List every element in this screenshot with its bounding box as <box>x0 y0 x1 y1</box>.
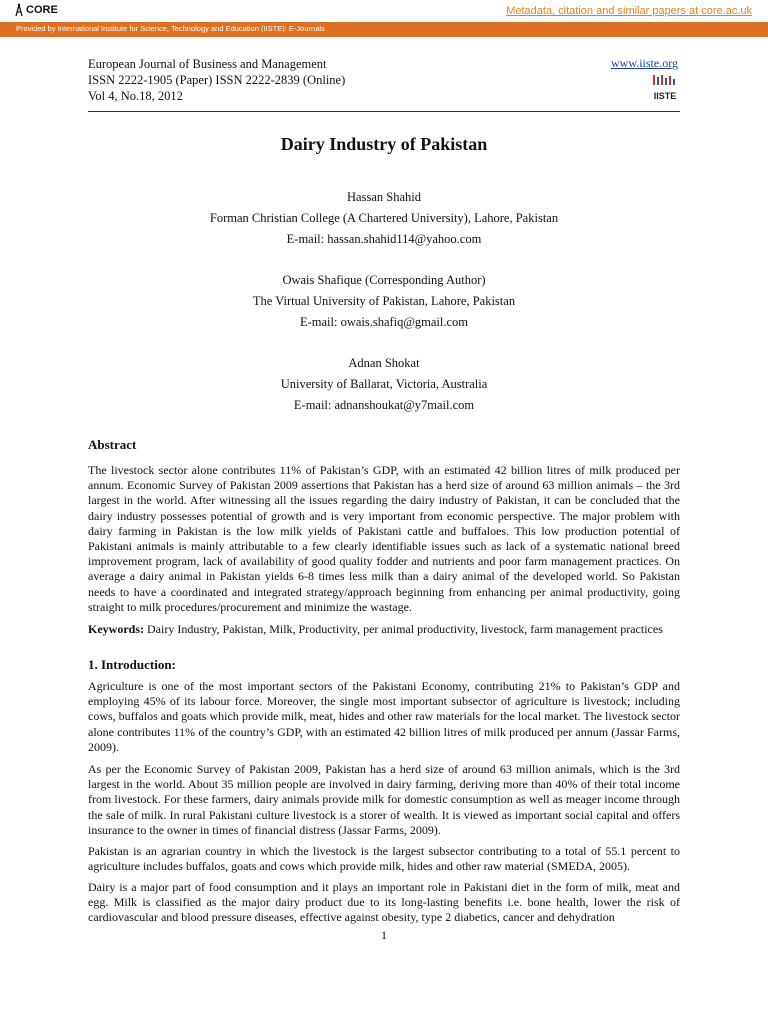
journal-name: European Journal of Business and Management <box>88 57 327 71</box>
author-affiliation: University of Ballarat, Victoria, Australia <box>280 377 488 391</box>
keywords-label: Keywords: <box>88 622 144 636</box>
iiste-logo <box>652 74 678 102</box>
provider-text: Provided by International Institute for Science, Technology and Education (IISTE): E-Journals <box>16 24 325 33</box>
body-paragraph: As per the Economic Survey of Pakistan 2009, Pakistan has a herd size of around 63 million animals, which is the 3rd largest in the world. About 35 million people are involved in dairy farming, deriving more than 40% of their total income from livestock. For these farmers, dairy animals provide milk for domestic consumption as well as meager income through the sale of milk. In rural Pakistani culture livestock is a storer of wealth. It is viewed as important social capital and offers insurance to the owner in times of financial distress (Jassar Farms, 2009). <box>88 762 680 837</box>
body-paragraph: Agriculture is one of the most important sectors of the Pakistani Economy, contributing 21% to Pakistan’s GDP and employing 45% of its labour force. Moreover, the single most important subsector of agriculture is livestock; including cows, buffalos and goats which provide milk, meat, hides and other raw materials for the local market. The livestock sector alone contributes 11% of the country’s GDP, with an estimated 42 billion litres of milk produced per annum (Jassar Farms, 2009). <box>88 679 680 754</box>
author-affiliation: The Virtual University of Pakistan, Lahore, Pakistan <box>252 294 516 308</box>
author-name: Adnan Shokat <box>348 356 420 370</box>
core-metadata-link[interactable]: Metadata, citation and similar papers at core.ac.uk <box>506 5 752 17</box>
author-name: Hassan Shahid <box>347 190 421 204</box>
keywords-list: Dairy Industry, Pakistan, Milk, Productivity, per animal productivity, livestock, farm management practices <box>144 622 663 636</box>
section-heading: 1. Introduction: <box>88 657 176 672</box>
author-name: Owais Shafique (Corresponding Author) <box>282 273 486 287</box>
provider-strip <box>0 22 768 37</box>
abstract-heading: Abstract <box>88 437 137 452</box>
journal-volume: Vol 4, No.18, 2012 <box>88 89 183 103</box>
journal-website-link[interactable]: www.iiste.org <box>611 56 678 70</box>
header-divider <box>88 111 680 112</box>
paper-title: Dairy Industry of Pakistan <box>280 134 488 154</box>
core-logo-text: CORE <box>26 4 58 16</box>
core-logo-icon <box>14 3 24 17</box>
keywords <box>88 622 680 637</box>
journal-issn: ISSN 2222-1905 (Paper) ISSN 2222-2839 (Online) <box>88 73 346 87</box>
author-email: E-mail: adnanshoukat@y7mail.com <box>293 398 475 412</box>
page-number: 1 <box>381 928 387 942</box>
abstract-text: The livestock sector alone contributes 11% of Pakistan’s GDP, with an estimated 42 billion litres of milk produced per annum. Economic Survey of Pakistan 2009 assertions that Pakistan has a herd size of around 63 million animals – the 3rd largest in the world. After witnessing all the issues regarding the dairy industry of Pakistan, it can be concluded that the dairy industry possesses potential of growth and is very important from economic perspective. The major problem with dairy farming in Pakistan is the low milk yields of Pakistani cattle and buffaloes. This low production potential of Pakistani animals is mainly attributable to a few clearly identifiable issues such as lack of a systematic national breed improvement program, lack of availability of good quality fodder and nutrients and poor farm management practices. On average a dairy animal in Pakistan yields 6-8 times less milk than a dairy animal of the developed world. So Pakistan needs to have a coordinated and integrated strategy/approach beginning from enhancing per animal productivity, going straight to milk procedures/procurement and minimize the wastage. <box>88 463 680 614</box>
core-banner <box>0 0 768 22</box>
core-logo[interactable] <box>14 3 58 17</box>
iiste-logo-text: IISTE <box>653 91 677 101</box>
body-paragraph: Dairy is a major part of food consumption and it plays an important role in Pakistani diet in the form of milk, meat and egg. Milk is classified as the major dairy product due to its long-lasting benefits i.e. bone health, lower the risk of cardiovascular and blood pressure diseases, effective against obesity, type 2 diabetics, cancer and dehydration <box>88 880 680 925</box>
body-paragraph: Pakistan is an agrarian country in which the livestock is the largest subsector contributing to a total of 55.1 percent to agriculture includes buffalos, goats and cows which provide milk, hides and other raw material (SMEDA, 2005). <box>88 844 680 874</box>
journal-header <box>88 56 345 104</box>
author-affiliation: Forman Christian College (A Chartered University), Lahore, Pakistan <box>209 211 559 225</box>
author-email: E-mail: owais.shafiq@gmail.com <box>299 315 469 329</box>
author-email: E-mail: hassan.shahid114@yahoo.com <box>286 232 482 246</box>
